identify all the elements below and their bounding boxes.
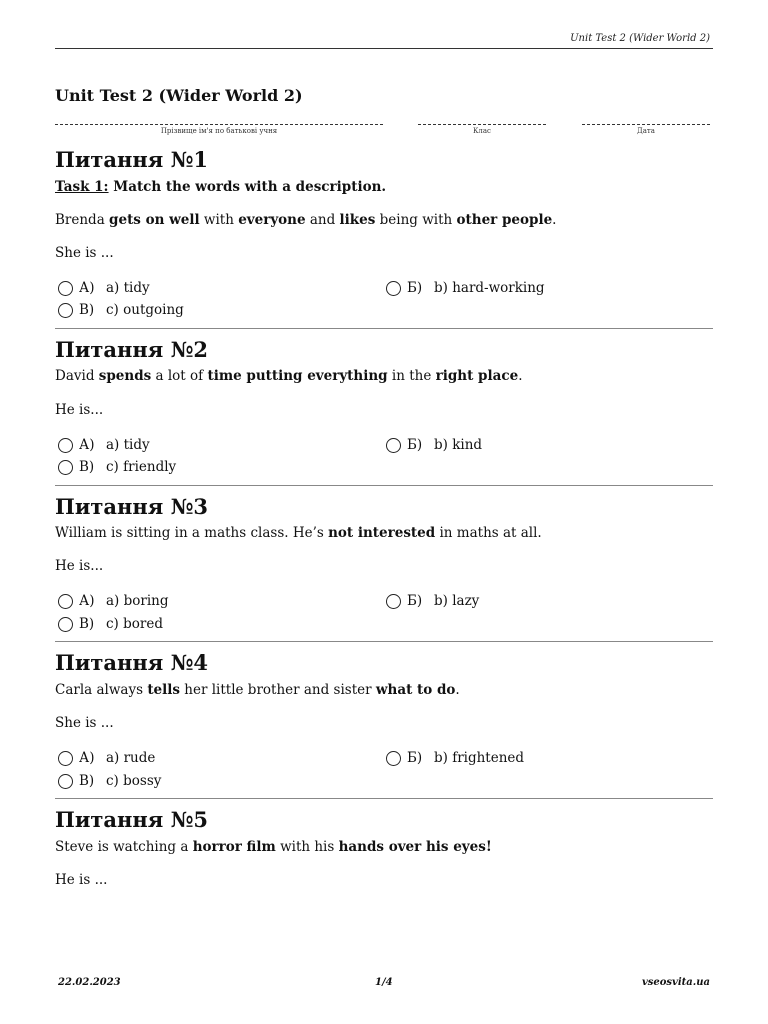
radio-button[interactable] <box>58 751 73 766</box>
bold-text-run: not interested <box>328 525 436 541</box>
question-3-option-c[interactable] <box>58 616 163 632</box>
text-run: a lot of <box>151 368 208 384</box>
option-text: c) bossy <box>106 773 162 789</box>
task-instruction <box>55 179 386 195</box>
text-run: her little brother and sister <box>180 682 376 698</box>
radio-button[interactable] <box>58 774 73 789</box>
bold-text-run: tells <box>147 682 180 698</box>
text-run: with his <box>275 839 339 855</box>
question-divider <box>55 641 713 642</box>
text-run: Brenda <box>55 212 110 228</box>
option-letter: А) <box>79 593 95 609</box>
text-run: in maths at all. <box>435 525 542 541</box>
bold-text-run: horror film <box>192 839 276 855</box>
option-letter: А) <box>79 437 95 453</box>
option-text: b) lazy <box>434 593 480 609</box>
task-text: Match the words with a description. <box>113 179 387 195</box>
option-text: c) bored <box>106 616 163 632</box>
text-run: . <box>518 368 523 384</box>
bold-text-run: other people <box>456 212 553 228</box>
text-run: and <box>305 212 340 228</box>
text-run: in the <box>387 368 436 384</box>
option-letter: Б) <box>407 437 423 453</box>
option-text: b) kind <box>434 437 483 453</box>
option-text: b) hard-working <box>434 280 545 296</box>
question-divider <box>55 798 713 799</box>
question-1-prompt: She is ... <box>55 245 114 261</box>
radio-button[interactable] <box>386 438 401 453</box>
option-text: a) boring <box>106 593 169 609</box>
bold-text-run: everyone <box>238 212 306 228</box>
student-name-caption: Прізвище ім'я по батькові учня <box>160 127 278 135</box>
option-letter: Б) <box>407 750 423 766</box>
question-2-prompt: He is... <box>55 402 104 418</box>
text-run: . <box>455 682 460 698</box>
bold-text-run: what to do <box>375 682 456 698</box>
question-1-option-a[interactable] <box>58 280 150 296</box>
radio-button[interactable] <box>386 594 401 609</box>
class-field[interactable] <box>418 115 546 135</box>
footer-page-number: 1/4 <box>375 977 393 988</box>
document-title: Unit Test 2 (Wider World 2) <box>55 86 303 105</box>
text-run: Carla always <box>55 682 148 698</box>
radio-button[interactable] <box>58 617 73 632</box>
radio-button[interactable] <box>58 594 73 609</box>
header-divider <box>55 48 713 49</box>
question-divider <box>55 485 713 486</box>
question-5-heading: Питання №5 <box>55 807 209 832</box>
class-caption: Клас <box>473 127 491 135</box>
text-run: William is sitting in a maths class. He’s <box>55 525 329 541</box>
option-text: a) rude <box>106 750 156 766</box>
radio-button[interactable] <box>58 303 73 318</box>
date-caption: Дата <box>637 127 655 135</box>
option-letter: В) <box>79 773 95 789</box>
option-text: c) outgoing <box>106 302 184 318</box>
bold-text-run: likes <box>339 212 376 228</box>
question-3-text <box>55 525 542 541</box>
student-name-line <box>55 124 383 125</box>
bold-text-run: time putting everything <box>207 368 388 384</box>
text-run: . <box>552 212 557 228</box>
date-line <box>582 124 710 125</box>
date-field[interactable] <box>582 115 710 135</box>
option-letter: Б) <box>407 593 423 609</box>
question-2-option-b[interactable] <box>386 437 482 453</box>
task-label: Task 1: <box>55 179 109 195</box>
bold-text-run: right place <box>435 368 519 384</box>
question-2-option-a[interactable] <box>58 437 150 453</box>
question-4-option-b[interactable] <box>386 750 524 766</box>
option-letter: В) <box>79 616 95 632</box>
question-4-option-a[interactable] <box>58 750 155 766</box>
student-name-field[interactable] <box>55 115 383 135</box>
question-3-option-b[interactable] <box>386 593 479 609</box>
footer-site[interactable]: vseosvita.ua <box>641 977 710 988</box>
question-1-text <box>55 212 556 228</box>
question-1-heading: Питання №1 <box>55 147 209 172</box>
radio-button[interactable] <box>386 281 401 296</box>
bold-text-run: gets on well <box>109 212 200 228</box>
question-4-text <box>55 682 460 698</box>
option-text: a) tidy <box>106 437 150 453</box>
option-text: c) friendly <box>106 459 177 475</box>
option-text: b) frightened <box>434 750 525 766</box>
option-letter: Б) <box>407 280 423 296</box>
footer-date: 22.02.2023 <box>58 977 121 988</box>
question-3-prompt: He is... <box>55 558 104 574</box>
radio-button[interactable] <box>58 438 73 453</box>
question-2-text <box>55 368 522 384</box>
option-letter: В) <box>79 459 95 475</box>
radio-button[interactable] <box>58 281 73 296</box>
question-1-option-b[interactable] <box>386 280 545 296</box>
question-2-heading: Питання №2 <box>55 337 209 362</box>
question-3-heading: Питання №3 <box>55 494 209 519</box>
text-run: David <box>55 368 99 384</box>
question-1-option-c[interactable] <box>58 302 184 318</box>
text-run: with <box>199 212 239 228</box>
class-line <box>418 124 546 125</box>
question-2-option-c[interactable] <box>58 459 176 475</box>
running-header: Unit Test 2 (Wider World 2) <box>570 33 710 44</box>
question-3-option-a[interactable] <box>58 593 168 609</box>
text-run: Steve is watching a <box>55 839 193 855</box>
question-4-option-c[interactable] <box>58 773 161 789</box>
question-4-heading: Питання №4 <box>55 650 209 675</box>
question-4-prompt: She is ... <box>55 715 114 731</box>
question-5-prompt: He is ... <box>55 872 108 888</box>
radio-button[interactable] <box>386 751 401 766</box>
question-divider <box>55 328 713 329</box>
bold-text-run: hands over his eyes! <box>338 839 492 855</box>
radio-button[interactable] <box>58 460 73 475</box>
question-5-text <box>55 839 492 855</box>
option-text: a) tidy <box>106 280 150 296</box>
option-letter: А) <box>79 750 95 766</box>
bold-text-run: spends <box>98 368 152 384</box>
option-letter: В) <box>79 302 95 318</box>
text-run: being with <box>375 212 457 228</box>
option-letter: А) <box>79 280 95 296</box>
